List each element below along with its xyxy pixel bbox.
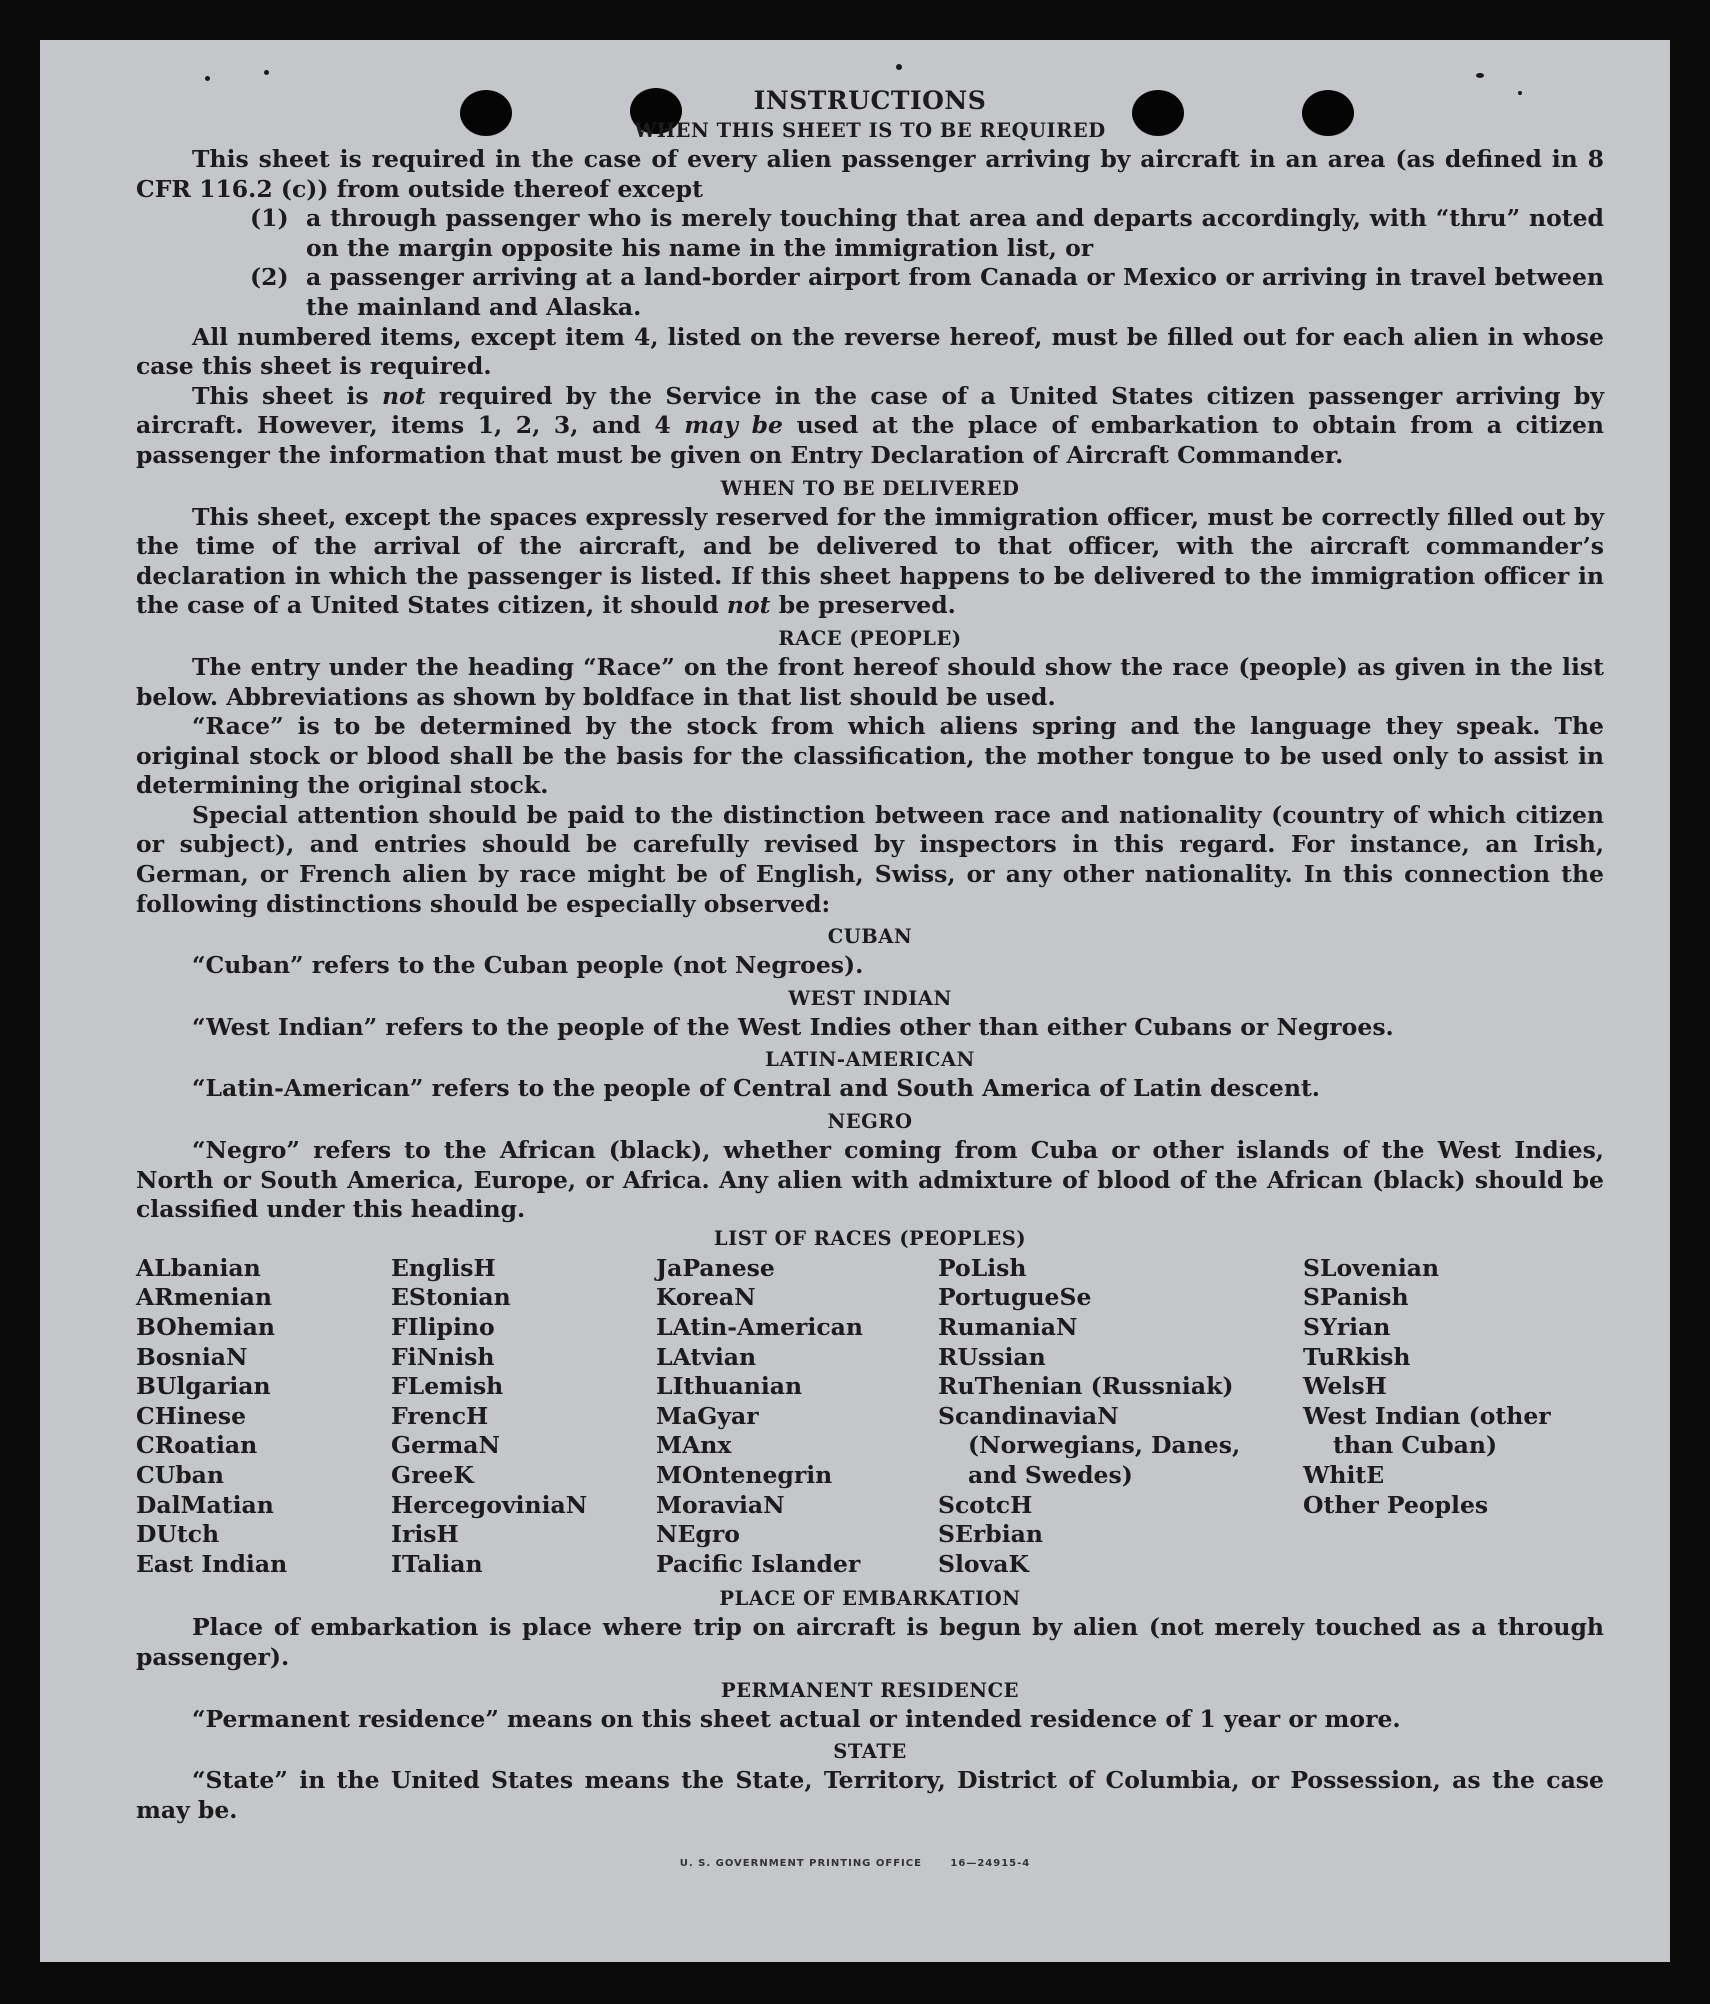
race-item: RUssian bbox=[938, 1342, 1046, 1371]
race-column bbox=[391, 1254, 656, 1580]
race-item: Other Peoples bbox=[1303, 1490, 1489, 1519]
race-item: ITalian bbox=[391, 1549, 483, 1578]
heading-embarkation: PLACE OF EMBARKATION bbox=[719, 1587, 1021, 1611]
heading-negro: NEGRO bbox=[827, 1110, 913, 1134]
instructions-text bbox=[136, 85, 1604, 1825]
race-column bbox=[1303, 1254, 1604, 1580]
heading-latin-american: LATIN-AMERICAN bbox=[765, 1048, 975, 1072]
race-item: East Indian bbox=[136, 1549, 288, 1578]
heading-race: RACE (PEOPLE) bbox=[778, 626, 962, 650]
race-item: Pacific Islander bbox=[656, 1549, 861, 1578]
race-item: ScandinaviaN (Norwegians, Danes, and Swedes) bbox=[938, 1401, 1241, 1489]
numbered-item: (1) a through passenger who is merely touching that area and departs accordingly, with “thru” noted on the margin opposite his name in the immigration list, or bbox=[250, 204, 1604, 262]
paragraph: The entry under the heading “Race” on the front hereof should show the race (people) as given in the list below. Abbreviations as shown by boldface in that list should be used. bbox=[136, 652, 1604, 711]
race-item: TuRkish bbox=[1303, 1342, 1411, 1371]
race-item: FiNnish bbox=[391, 1342, 495, 1371]
race-item: WhitE bbox=[1303, 1460, 1385, 1489]
heading-west-indian: WEST INDIAN bbox=[788, 986, 952, 1010]
race-item: WelsH bbox=[1303, 1372, 1387, 1401]
race-item: DUtch bbox=[136, 1520, 220, 1549]
race-item: FLemish bbox=[391, 1372, 504, 1401]
paragraph: This sheet is not required by the Service in the case of a United States citizen passenger arriving by aircraft. However, items 1, 2, 3, and 4 may be used at the place of embarkation to obtain from a citizen passenger the information that must be given on Entry Declaration of Aircraft Commander. bbox=[136, 381, 1605, 469]
race-item: GreeK bbox=[391, 1460, 474, 1489]
race-item: SYrian bbox=[1303, 1313, 1391, 1341]
race-item: LAtvian bbox=[656, 1342, 757, 1371]
race-item: RumaniaN bbox=[938, 1313, 1078, 1341]
race-item: BosniaN bbox=[136, 1342, 248, 1371]
heading-when-required: WHEN THIS SHEET IS TO BE REQUIRED bbox=[634, 119, 1106, 142]
paragraph: “Negro” refers to the African (black), whether coming from Cuba or other islands of the West Indies, North or South America, Europe, or Africa. Any alien with admixture of blood of the African (black) should be classified under this heading. bbox=[136, 1136, 1604, 1224]
paragraph: Place of embarkation is place where trip on aircraft is begun by alien (not merely touched as a through passenger). bbox=[136, 1613, 1604, 1671]
race-item: DalMatian bbox=[136, 1490, 274, 1519]
race-item: GermaN bbox=[391, 1431, 500, 1460]
paragraph: This sheet is required in the case of every alien passenger arriving by aircraft in an area (as defined in 8 CFR 116.2 (c)) from outside thereof except bbox=[136, 145, 1604, 203]
ink-speck bbox=[896, 64, 902, 70]
numbered-item: (2) a passenger arriving at a land-border airport from Canada or Mexico or arriving in travel between the mainland and Alaska. bbox=[250, 263, 1604, 321]
form-code: 16—24915-4 bbox=[950, 1858, 1031, 1869]
race-item: LIthuanian bbox=[656, 1372, 803, 1401]
race-item: BUlgarian bbox=[136, 1372, 271, 1401]
race-item: West Indian (other than Cuban) bbox=[1303, 1401, 1551, 1460]
printer-imprint bbox=[40, 1858, 1670, 1869]
race-item: HercegoviniaN bbox=[391, 1490, 588, 1519]
race-item: MaGyar bbox=[656, 1401, 759, 1430]
paragraph: Special attention should be paid to the distinction between race and nationality (country of which citizen or subject), and entries should be carefully revised by inspectors in this regard. For instance, an Irish, German, or French alien by race might be of English, Swiss, or any other nationality. In this connection the following distinctions should be especially observed: bbox=[136, 800, 1604, 918]
paragraph: “Permanent residence” means on this sheet actual or intended residence of 1 year or more. bbox=[192, 1704, 1401, 1733]
race-item: MAnx bbox=[656, 1431, 732, 1460]
race-item: SErbian bbox=[938, 1520, 1043, 1549]
race-item: FrencH bbox=[391, 1401, 489, 1430]
race-column bbox=[938, 1254, 1303, 1580]
heading-state: STATE bbox=[833, 1740, 907, 1764]
ink-speck bbox=[264, 70, 269, 75]
race-item: PortugueSe bbox=[938, 1283, 1092, 1312]
heading-when-delivered: WHEN TO BE DELIVERED bbox=[720, 476, 1020, 500]
race-item: ALbanian bbox=[136, 1253, 261, 1282]
race-item: SLovenian bbox=[1303, 1253, 1440, 1282]
race-item: LAtin-American bbox=[656, 1313, 863, 1341]
race-item: MoraviaN bbox=[656, 1490, 785, 1519]
race-column bbox=[656, 1254, 938, 1580]
race-item: NEgro bbox=[656, 1520, 740, 1549]
paragraph: “Race” is to be determined by the stock from which aliens spring and the language they speak. The original stock or blood shall be the basis for the classification, the mother tongue to be used only to assist in determining the original stock. bbox=[136, 712, 1604, 800]
paragraph: “State” in the United States means the State, Territory, District of Columbia, or Possession, as the case may be. bbox=[136, 1766, 1604, 1824]
race-item: MOntenegrin bbox=[656, 1460, 833, 1489]
heading-cuban: CUBAN bbox=[827, 925, 913, 949]
race-item: JaPanese bbox=[656, 1253, 775, 1282]
page-title: INSTRUCTIONS bbox=[753, 86, 987, 115]
paragraph: All numbered items, except item 4, listed on the reverse hereof, must be filled out for each alien in whose case this sheet is required. bbox=[136, 322, 1604, 381]
race-item: CHinese bbox=[136, 1401, 247, 1430]
ink-speck bbox=[1476, 73, 1484, 78]
race-item: ARmenian bbox=[136, 1283, 272, 1312]
race-item: SlovaK bbox=[938, 1549, 1029, 1578]
race-column bbox=[136, 1254, 391, 1580]
printer-name: U. S. GOVERNMENT PRINTING OFFICE bbox=[679, 1858, 922, 1869]
race-item: CUban bbox=[136, 1460, 224, 1489]
paragraph: “Cuban” refers to the Cuban people (not Negroes). bbox=[192, 951, 864, 980]
paragraph: “Latin-American” refers to the people of Central and South America of Latin descent. bbox=[192, 1074, 1320, 1103]
heading-list-of-races: LIST OF RACES (PEOPLES) bbox=[713, 1226, 1027, 1250]
race-item: BOhemian bbox=[136, 1313, 275, 1341]
race-item: RuThenian (Russniak) bbox=[938, 1372, 1234, 1401]
race-item: ScotcH bbox=[938, 1490, 1033, 1519]
race-item: KoreaN bbox=[656, 1283, 756, 1312]
race-item: IrisH bbox=[391, 1520, 459, 1549]
document-page bbox=[40, 40, 1670, 1962]
race-item: EnglisH bbox=[391, 1253, 496, 1282]
race-item: CRoatian bbox=[136, 1431, 258, 1460]
ink-speck bbox=[205, 76, 210, 81]
paragraph: “West Indian” refers to the people of the West Indies other than either Cubans or Negroes. bbox=[192, 1012, 1394, 1041]
race-list bbox=[136, 1254, 1604, 1580]
race-item: FIlipino bbox=[391, 1313, 495, 1341]
race-item: PoLish bbox=[938, 1253, 1027, 1282]
heading-permanent-residence: PERMANENT RESIDENCE bbox=[720, 1678, 1019, 1702]
paragraph: This sheet, except the spaces expressly reserved for the immigration officer, must be correctly filled out by the time of the arrival of the aircraft, and be delivered to that officer, with the aircraft commander’s declaration in which the passenger is listed. If this sheet happens to be delivered to the immigration officer in the case of a United States citizen, it should not be preserved. bbox=[136, 502, 1604, 620]
race-item: EStonian bbox=[391, 1283, 511, 1312]
race-item: SPanish bbox=[1303, 1283, 1409, 1312]
